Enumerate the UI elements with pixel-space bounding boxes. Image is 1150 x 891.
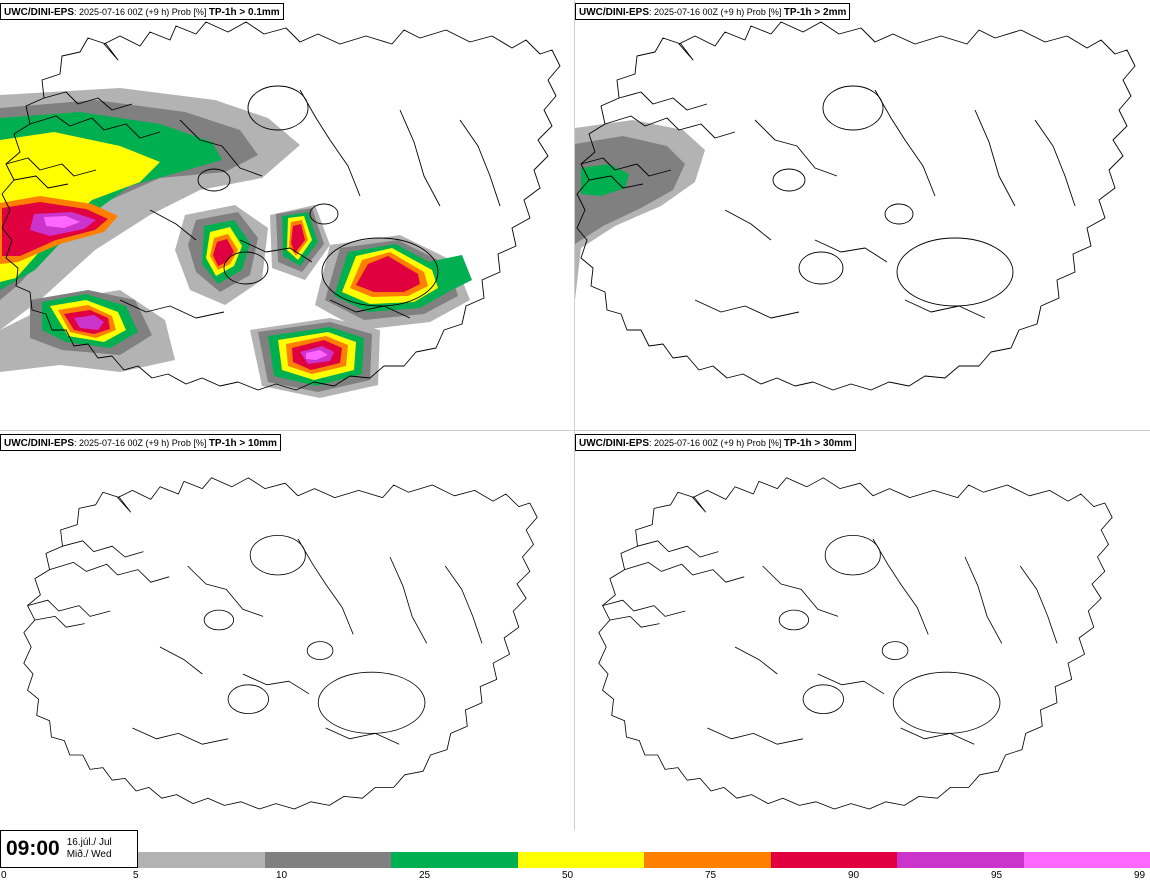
colorbar-ticks (0, 870, 1150, 884)
model-name-1: UWC/DINI-EPS (579, 7, 649, 18)
valid-time: 09:00 (6, 837, 60, 860)
colorbar-segment (897, 852, 1024, 868)
panel-title-1 (575, 3, 850, 20)
map-panel-2[interactable] (0, 432, 574, 830)
colorbar-tick-label: 90 (848, 870, 860, 881)
valid-date-line2: Mið./ Wed (66, 849, 112, 860)
panel-divider-horizontal (0, 430, 1150, 431)
map-graphic-3 (575, 432, 1150, 830)
map-panel-0[interactable] (0, 0, 574, 430)
map-graphic-2 (0, 432, 574, 830)
threshold-label-3: TP-1h > 30mm (783, 438, 852, 449)
model-name-3: UWC/DINI-EPS (579, 438, 649, 449)
model-name-2: UWC/DINI-EPS (4, 438, 74, 449)
panel-title-0 (0, 3, 284, 20)
colorbar-segment (138, 852, 265, 868)
colorbar-tick-label: 75 (705, 870, 717, 881)
run-info-2: : 2025-07-16 00Z (+9 h) Prob [%] (74, 438, 209, 448)
colorbar-tick-label: 99 (1134, 870, 1146, 881)
colorbar-segment (265, 852, 392, 868)
colorbar-tick-label: 0 (1, 870, 7, 881)
threshold-label-1: TP-1h > 2mm (783, 7, 847, 18)
colorbar-segment (391, 852, 518, 868)
valid-time-box (0, 830, 138, 868)
map-graphic-1 (575, 0, 1150, 430)
colorbar-tick-label: 10 (276, 870, 288, 881)
run-info-1: : 2025-07-16 00Z (+9 h) Prob [%] (649, 7, 784, 17)
panel-title-2 (0, 434, 281, 451)
map-panel-3[interactable] (575, 432, 1150, 830)
run-info-0: : 2025-07-16 00Z (+9 h) Prob [%] (74, 7, 209, 17)
colorbar-segment (644, 852, 771, 868)
colorbar-tick-label: 25 (419, 870, 431, 881)
colorbar-tick-label: 5 (133, 870, 139, 881)
colorbar (138, 852, 1150, 868)
panel-divider-vertical (574, 0, 575, 830)
valid-date (67, 837, 112, 861)
threshold-label-2: TP-1h > 10mm (208, 438, 277, 449)
panel-title-3 (575, 434, 856, 451)
colorbar-segment (518, 852, 645, 868)
threshold-label-0: TP-1h > 0.1mm (208, 7, 280, 18)
bottom-bar (0, 830, 1150, 891)
colorbar-tick-label: 95 (991, 870, 1003, 881)
colorbar-segment (1024, 852, 1150, 868)
model-name-0: UWC/DINI-EPS (4, 7, 74, 18)
colorbar-tick-label: 50 (562, 870, 574, 881)
map-graphic-0 (0, 0, 574, 430)
map-panel-1[interactable] (575, 0, 1150, 430)
valid-date-line1: 16.júl./ Jul (66, 837, 112, 848)
colorbar-segment (771, 852, 898, 868)
run-info-3: : 2025-07-16 00Z (+9 h) Prob [%] (649, 438, 784, 448)
